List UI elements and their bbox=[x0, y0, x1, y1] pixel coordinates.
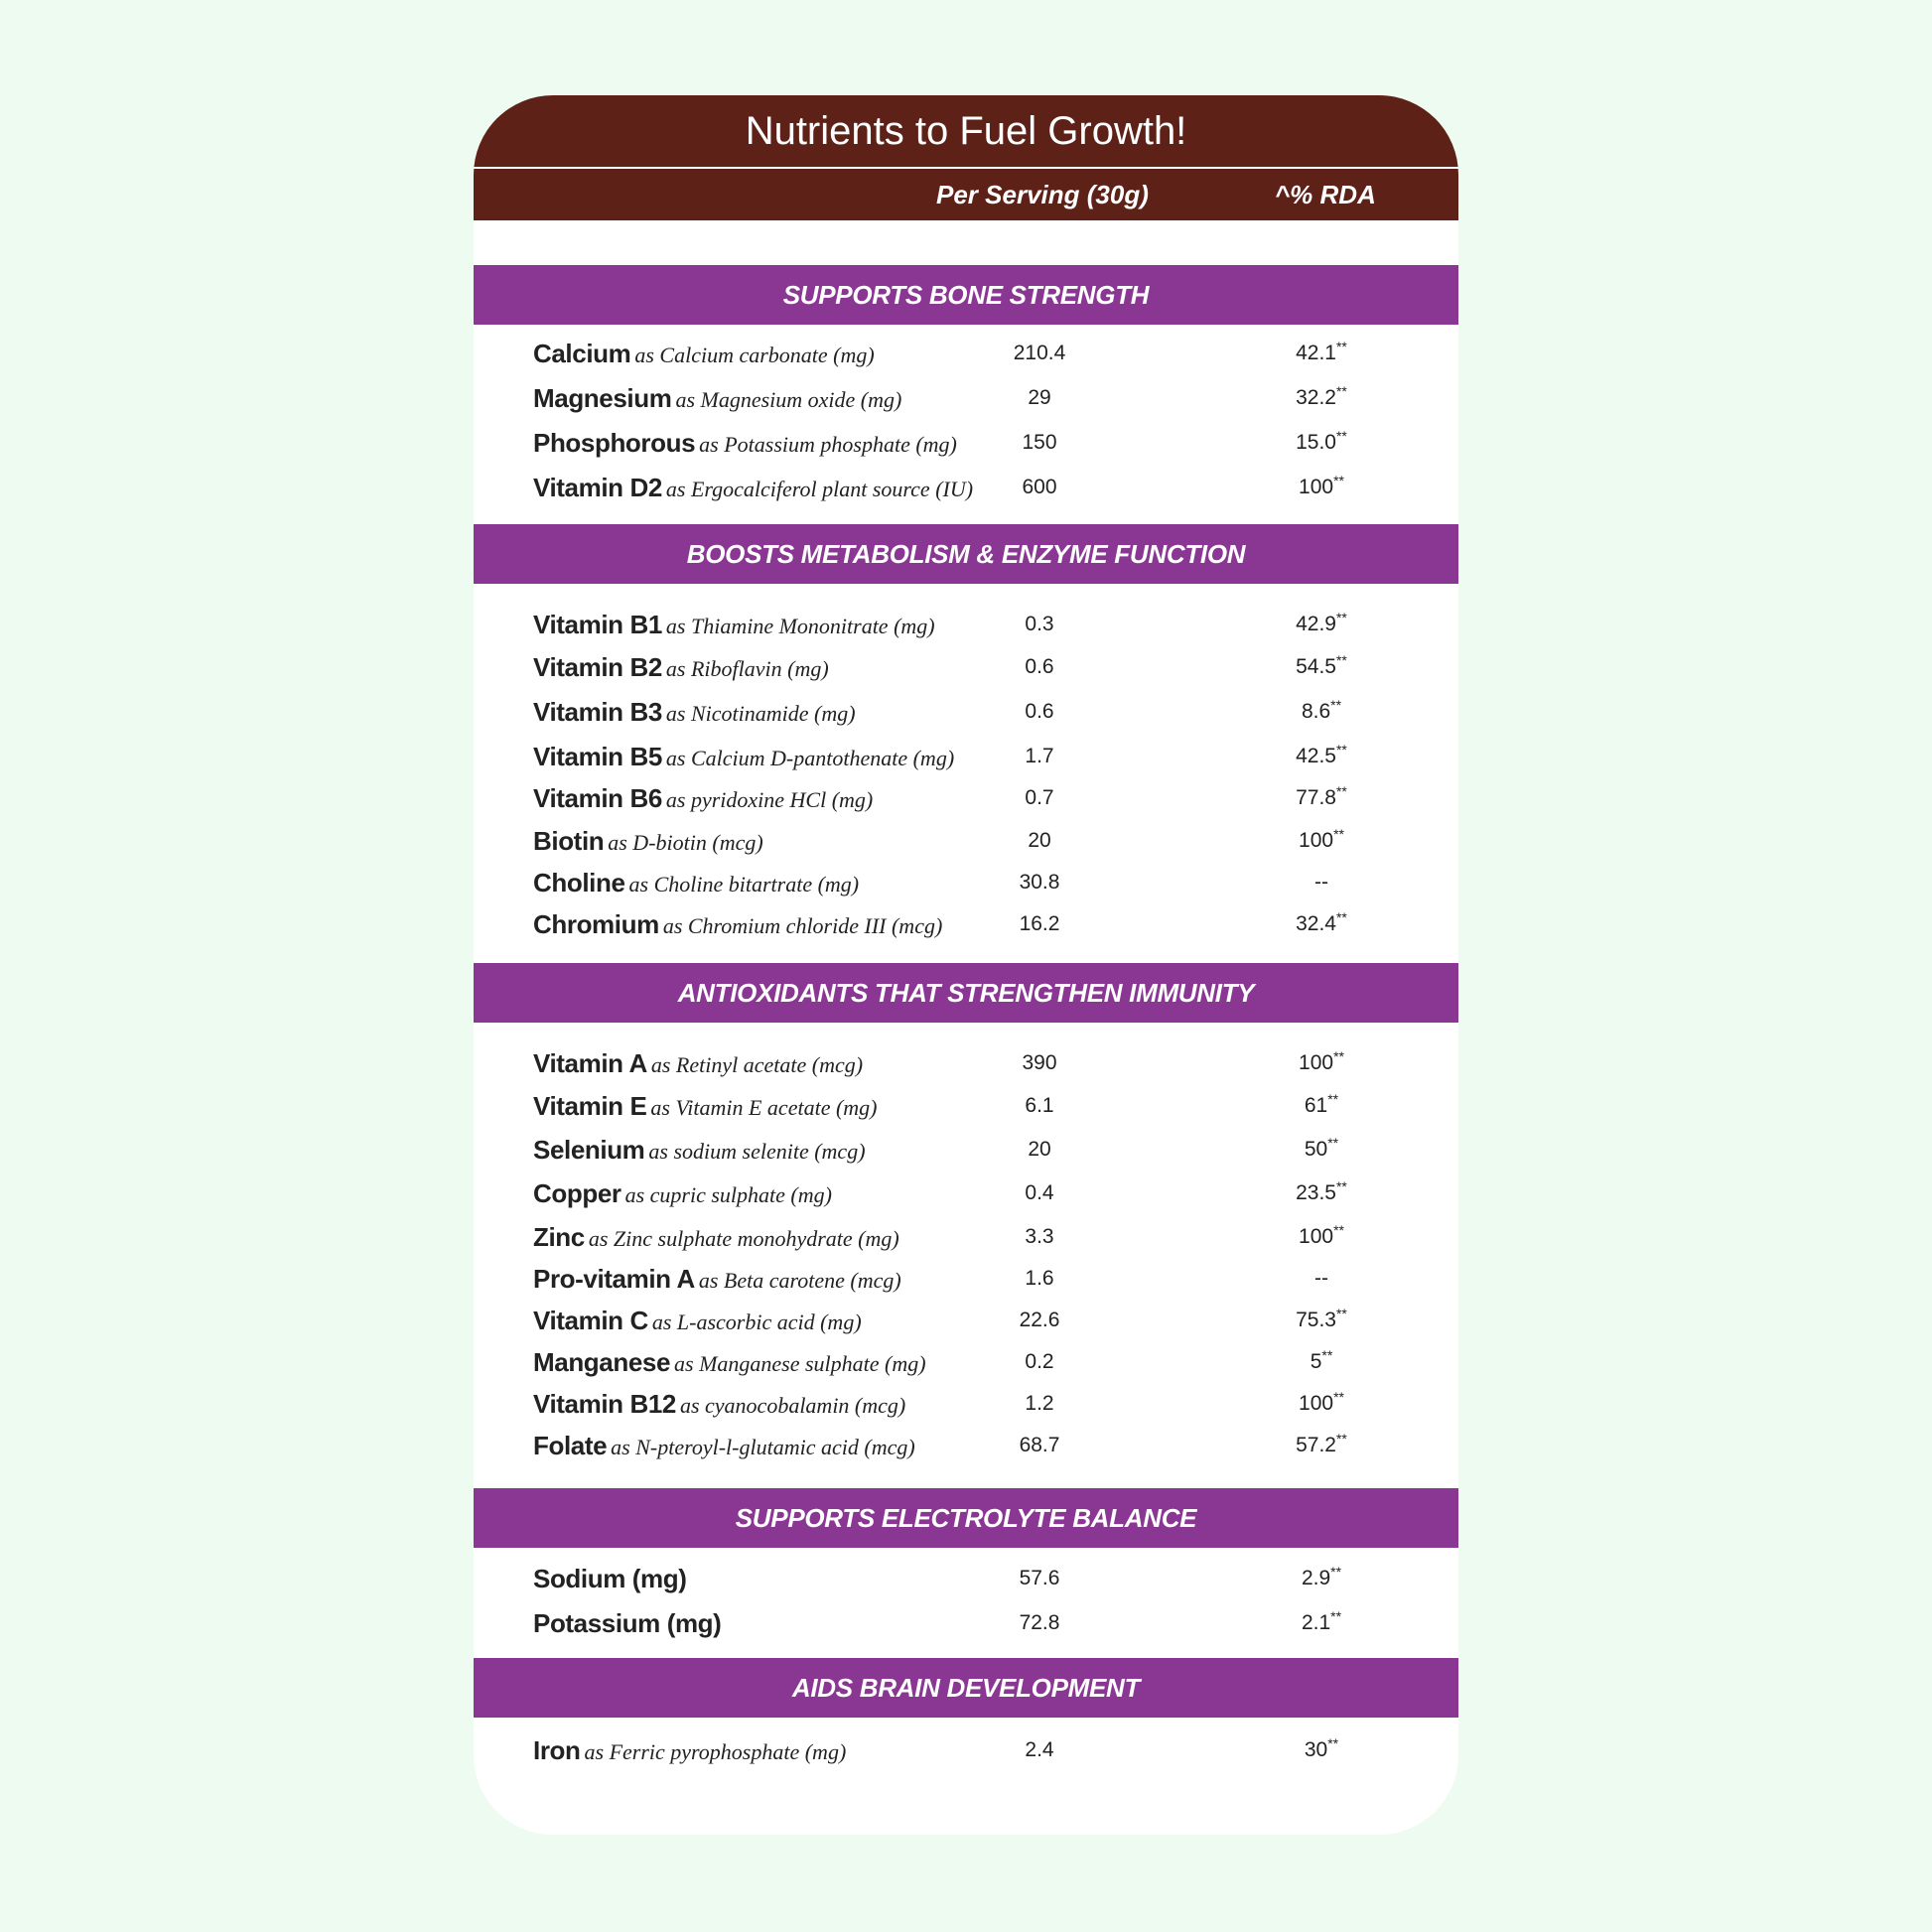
nutrient-name bbox=[533, 1383, 905, 1430]
nutrient-source: as Retinyl acetate (mcg) bbox=[650, 1052, 864, 1077]
nutrient-name bbox=[533, 903, 942, 950]
nutrient-row bbox=[474, 1383, 1458, 1425]
nutrient-name bbox=[533, 1602, 725, 1649]
nutrient-row bbox=[474, 1042, 1458, 1084]
nutrient-source: as Choline bitartrate (mg) bbox=[628, 872, 860, 897]
rda-footnote-mark: ** bbox=[1335, 909, 1347, 925]
rda-value bbox=[1274, 1042, 1369, 1084]
nutrient-label: Choline bbox=[533, 868, 625, 897]
rda-value bbox=[1274, 1085, 1369, 1127]
nutrient-source: as Calcium D-pantothenate (mg) bbox=[665, 746, 955, 770]
nutrient-name bbox=[533, 422, 957, 469]
rda-number: 100 bbox=[1299, 1392, 1334, 1415]
rda-value bbox=[1274, 467, 1369, 508]
rda-value bbox=[1274, 820, 1369, 862]
nutrient-label: Vitamin A bbox=[533, 1048, 647, 1078]
rda-footnote-mark: ** bbox=[1335, 1431, 1347, 1447]
section-header: AIDS BRAIN DEVELOPMENT bbox=[474, 1658, 1458, 1718]
nutrient-name bbox=[533, 1129, 866, 1175]
section-header: BOOSTS METABOLISM & ENZYME FUNCTION bbox=[474, 524, 1458, 584]
nutrient-row bbox=[474, 646, 1458, 688]
nutrient-row bbox=[474, 903, 1458, 945]
nutrient-label: Phosphorous bbox=[533, 428, 696, 458]
rda-number: 2.1 bbox=[1301, 1611, 1331, 1634]
rda-footnote-mark: ** bbox=[1335, 383, 1347, 399]
column-header-bar bbox=[474, 169, 1458, 220]
per-serving-header: Per Serving (30g) bbox=[936, 180, 1149, 209]
rda-footnote-mark: ** bbox=[1330, 1564, 1342, 1580]
nutrient-row bbox=[474, 1258, 1458, 1300]
per-serving-value: 390 bbox=[1022, 1051, 1057, 1074]
nutrient-row bbox=[474, 777, 1458, 819]
nutrient-label: Vitamin E bbox=[533, 1091, 647, 1121]
rda-number: -- bbox=[1314, 871, 1328, 894]
rda-value bbox=[1274, 422, 1369, 464]
rda-number: 42.9 bbox=[1296, 613, 1336, 635]
nutrient-name bbox=[533, 646, 829, 693]
rda-footnote-mark: ** bbox=[1335, 339, 1347, 354]
title-bar bbox=[474, 95, 1458, 167]
nutrient-source: as L-ascorbic acid (mg) bbox=[651, 1310, 862, 1334]
nutrient-name bbox=[533, 862, 859, 908]
rda-value bbox=[1274, 1425, 1369, 1466]
nutrient-name bbox=[533, 1173, 832, 1219]
nutrient-label: Calcium bbox=[533, 339, 631, 368]
nutrient-source: as Zinc sulphate monohydrate (mg) bbox=[588, 1226, 899, 1251]
nutrient-source: as pyridoxine HCl (mg) bbox=[665, 787, 874, 812]
nutrient-row bbox=[474, 1425, 1458, 1466]
rda-value bbox=[1274, 1729, 1369, 1771]
nutrient-label: Chromium bbox=[533, 909, 659, 939]
rda-value bbox=[1274, 333, 1369, 374]
rda-footnote-mark: ** bbox=[1327, 1735, 1339, 1751]
rda-value bbox=[1274, 377, 1369, 419]
per-serving-value: 150 bbox=[1022, 431, 1057, 454]
nutrient-row bbox=[474, 691, 1458, 733]
rda-footnote-mark: ** bbox=[1333, 473, 1344, 488]
nutrient-label: Vitamin B3 bbox=[533, 697, 662, 727]
nutrient-label: Vitamin B6 bbox=[533, 783, 662, 813]
rda-footnote-mark: ** bbox=[1333, 1222, 1344, 1238]
rda-footnote-mark: ** bbox=[1330, 697, 1342, 713]
nutrient-label: Vitamin B2 bbox=[533, 652, 662, 682]
per-serving-value: 6.1 bbox=[1025, 1094, 1054, 1117]
per-serving-value: 68.7 bbox=[1019, 1434, 1060, 1456]
nutrient-name bbox=[533, 1425, 915, 1471]
nutrient-source: as N-pteroyl-l-glutamic acid (mcg) bbox=[611, 1435, 915, 1459]
per-serving-value: 3.3 bbox=[1025, 1225, 1054, 1248]
nutrient-source: as Chromium chloride III (mcg) bbox=[662, 913, 943, 938]
nutrient-name bbox=[533, 1558, 690, 1604]
rda-footnote-mark: ** bbox=[1335, 428, 1347, 444]
per-serving-value: 20 bbox=[1028, 1138, 1051, 1161]
rda-number: 32.2 bbox=[1296, 386, 1336, 409]
nutrient-source: as Calcium carbonate (mg) bbox=[634, 343, 875, 367]
nutrient-source: as Ergocalciferol plant source (IU) bbox=[665, 477, 974, 501]
per-serving-value: 1.6 bbox=[1025, 1267, 1054, 1290]
nutrient-label: Vitamin B1 bbox=[533, 610, 662, 639]
nutrient-name bbox=[533, 736, 954, 782]
nutrient-source: as Potassium phosphate (mg) bbox=[699, 432, 957, 457]
nutrient-label: Vitamin C bbox=[533, 1306, 648, 1335]
nutrition-card bbox=[474, 95, 1458, 1835]
per-serving-value: 20 bbox=[1028, 829, 1051, 852]
section-header: SUPPORTS ELECTROLYTE BALANCE bbox=[474, 1488, 1458, 1548]
rda-number: 57.2 bbox=[1296, 1434, 1336, 1456]
per-serving-value: 22.6 bbox=[1019, 1309, 1060, 1331]
rda-footnote-mark: ** bbox=[1330, 1608, 1342, 1624]
nutrient-label: Iron bbox=[533, 1735, 581, 1765]
rda-value bbox=[1274, 777, 1369, 819]
nutrient-name bbox=[533, 691, 856, 738]
rda-number: 75.3 bbox=[1296, 1309, 1336, 1331]
nutrient-source: as Manganese sulphate (mg) bbox=[674, 1351, 926, 1376]
rda-value bbox=[1274, 646, 1369, 688]
rda-footnote-mark: ** bbox=[1335, 1306, 1347, 1321]
rda-number: 2.9 bbox=[1301, 1567, 1331, 1589]
nutrient-source: as Vitamin E acetate (mg) bbox=[650, 1095, 878, 1120]
nutrient-label: Vitamin D2 bbox=[533, 473, 662, 502]
nutrient-row bbox=[474, 1173, 1458, 1214]
nutrient-source: as Thiamine Mononitrate (mg) bbox=[665, 614, 935, 638]
rda-number: 54.5 bbox=[1296, 655, 1336, 678]
rda-footnote-mark: ** bbox=[1321, 1347, 1333, 1363]
nutrient-name bbox=[533, 377, 901, 424]
per-serving-value: 30.8 bbox=[1019, 871, 1060, 894]
nutrient-row bbox=[474, 1085, 1458, 1127]
nutrient-label: Copper bbox=[533, 1178, 621, 1208]
rda-number: 8.6 bbox=[1301, 700, 1331, 723]
nutrient-name bbox=[533, 333, 875, 379]
per-serving-value: 57.6 bbox=[1019, 1567, 1060, 1589]
per-serving-value: 1.7 bbox=[1025, 745, 1054, 767]
rda-value bbox=[1274, 1173, 1369, 1214]
nutrient-source: as Riboflavin (mg) bbox=[665, 656, 829, 681]
rda-number: 100 bbox=[1299, 1051, 1334, 1074]
nutrient-row bbox=[474, 736, 1458, 777]
per-serving-value: 0.4 bbox=[1025, 1181, 1054, 1204]
nutrient-label: Sodium (mg) bbox=[533, 1564, 687, 1593]
rda-footnote-mark: ** bbox=[1333, 1389, 1344, 1405]
nutrient-label: Manganese bbox=[533, 1347, 671, 1377]
nutrient-row bbox=[474, 604, 1458, 645]
rda-number: 100 bbox=[1299, 476, 1334, 498]
nutrient-row bbox=[474, 422, 1458, 464]
rda-header: ^% RDA bbox=[1275, 180, 1376, 209]
rda-number: 23.5 bbox=[1296, 1181, 1336, 1204]
rda-footnote-mark: ** bbox=[1335, 610, 1347, 625]
per-serving-value: 16.2 bbox=[1019, 912, 1060, 935]
per-serving-value: 1.2 bbox=[1025, 1392, 1054, 1415]
nutrient-row bbox=[474, 1729, 1458, 1771]
rda-value bbox=[1274, 1258, 1369, 1300]
nutrient-row bbox=[474, 1216, 1458, 1258]
nutrient-label: Zinc bbox=[533, 1222, 585, 1252]
nutrient-label: Selenium bbox=[533, 1135, 645, 1165]
nutrient-label: Folate bbox=[533, 1431, 608, 1460]
rda-number: 32.4 bbox=[1296, 912, 1336, 935]
rda-footnote-mark: ** bbox=[1335, 652, 1347, 668]
nutrient-label: Vitamin B12 bbox=[533, 1389, 676, 1419]
nutrient-source: as D-biotin (mcg) bbox=[608, 830, 763, 855]
rda-footnote-mark: ** bbox=[1333, 1048, 1344, 1064]
per-serving-value: 29 bbox=[1028, 386, 1051, 409]
rda-footnote-mark: ** bbox=[1335, 783, 1347, 799]
rda-value bbox=[1274, 604, 1369, 645]
nutrient-name bbox=[533, 777, 873, 824]
nutrient-name bbox=[533, 467, 973, 513]
nutrient-source: as Magnesium oxide (mg) bbox=[675, 387, 902, 412]
rda-number: 100 bbox=[1299, 1225, 1334, 1248]
rda-number: 5 bbox=[1310, 1350, 1322, 1373]
rda-value bbox=[1274, 1383, 1369, 1425]
nutrient-name bbox=[533, 1341, 926, 1388]
per-serving-value: 0.3 bbox=[1025, 613, 1054, 635]
nutrient-name bbox=[533, 1300, 862, 1346]
nutrient-name bbox=[533, 1085, 878, 1132]
nutrient-row bbox=[474, 862, 1458, 903]
nutrient-row bbox=[474, 1602, 1458, 1644]
section-header: SUPPORTS BONE STRENGTH bbox=[474, 265, 1458, 325]
rda-number: -- bbox=[1314, 1267, 1328, 1290]
per-serving-value: 0.6 bbox=[1025, 700, 1054, 723]
nutrient-name bbox=[533, 1258, 901, 1305]
rda-value bbox=[1274, 1129, 1369, 1171]
rda-number: 77.8 bbox=[1296, 786, 1336, 809]
nutrient-row bbox=[474, 820, 1458, 862]
rda-value bbox=[1274, 1341, 1369, 1383]
nutrient-name bbox=[533, 1042, 863, 1089]
nutrient-label: Magnesium bbox=[533, 383, 672, 413]
per-serving-value: 72.8 bbox=[1019, 1611, 1060, 1634]
rda-footnote-mark: ** bbox=[1327, 1135, 1339, 1151]
rda-value bbox=[1274, 1558, 1369, 1599]
rda-value bbox=[1274, 903, 1369, 945]
rda-value bbox=[1274, 1216, 1369, 1258]
nutrient-name bbox=[533, 820, 763, 867]
rda-number: 15.0 bbox=[1296, 431, 1336, 454]
nutrient-source: as Beta carotene (mcg) bbox=[698, 1268, 901, 1293]
nutrient-name bbox=[533, 604, 935, 650]
rda-footnote-mark: ** bbox=[1335, 742, 1347, 758]
section-header: ANTIOXIDANTS THAT STRENGTHEN IMMUNITY bbox=[474, 963, 1458, 1023]
nutrient-label: Pro-vitamin A bbox=[533, 1264, 695, 1294]
nutrient-label: Biotin bbox=[533, 826, 605, 856]
rda-footnote-mark: ** bbox=[1333, 826, 1344, 842]
nutrient-row bbox=[474, 1129, 1458, 1171]
nutrient-row bbox=[474, 333, 1458, 374]
nutrient-label: Potassium (mg) bbox=[533, 1608, 722, 1638]
per-serving-value: 210.4 bbox=[1013, 342, 1066, 364]
nutrient-row bbox=[474, 377, 1458, 419]
rda-value bbox=[1274, 691, 1369, 733]
rda-number: 50 bbox=[1304, 1138, 1328, 1161]
rda-value bbox=[1274, 736, 1369, 777]
nutrient-name bbox=[533, 1729, 846, 1776]
nutrient-row bbox=[474, 1558, 1458, 1599]
per-serving-value: 0.7 bbox=[1025, 786, 1054, 809]
rda-number: 100 bbox=[1299, 829, 1334, 852]
rda-footnote-mark: ** bbox=[1335, 1178, 1347, 1194]
rda-value bbox=[1274, 862, 1369, 903]
nutrient-label: Vitamin B5 bbox=[533, 742, 662, 771]
rda-footnote-mark: ** bbox=[1327, 1091, 1339, 1107]
nutrient-source: as Nicotinamide (mg) bbox=[665, 701, 856, 726]
nutrient-name bbox=[533, 1216, 899, 1263]
rda-number: 30 bbox=[1304, 1738, 1328, 1761]
page-title: Nutrients to Fuel Growth! bbox=[745, 108, 1187, 153]
nutrient-source: as cupric sulphate (mg) bbox=[624, 1182, 832, 1207]
rda-value bbox=[1274, 1602, 1369, 1644]
nutrient-row bbox=[474, 467, 1458, 508]
rda-number: 61 bbox=[1304, 1094, 1328, 1117]
rda-value bbox=[1274, 1300, 1369, 1341]
rda-number: 42.5 bbox=[1296, 745, 1336, 767]
nutrient-source: as Ferric pyrophosphate (mg) bbox=[584, 1739, 847, 1764]
per-serving-value: 0.2 bbox=[1025, 1350, 1054, 1373]
nutrient-source: as cyanocobalamin (mcg) bbox=[679, 1393, 906, 1418]
nutrient-source: as sodium selenite (mcg) bbox=[648, 1139, 866, 1164]
nutrient-row bbox=[474, 1341, 1458, 1383]
per-serving-value: 0.6 bbox=[1025, 655, 1054, 678]
rda-number: 42.1 bbox=[1296, 342, 1336, 364]
nutrient-row bbox=[474, 1300, 1458, 1341]
per-serving-value: 2.4 bbox=[1025, 1738, 1054, 1761]
per-serving-value: 600 bbox=[1022, 476, 1057, 498]
